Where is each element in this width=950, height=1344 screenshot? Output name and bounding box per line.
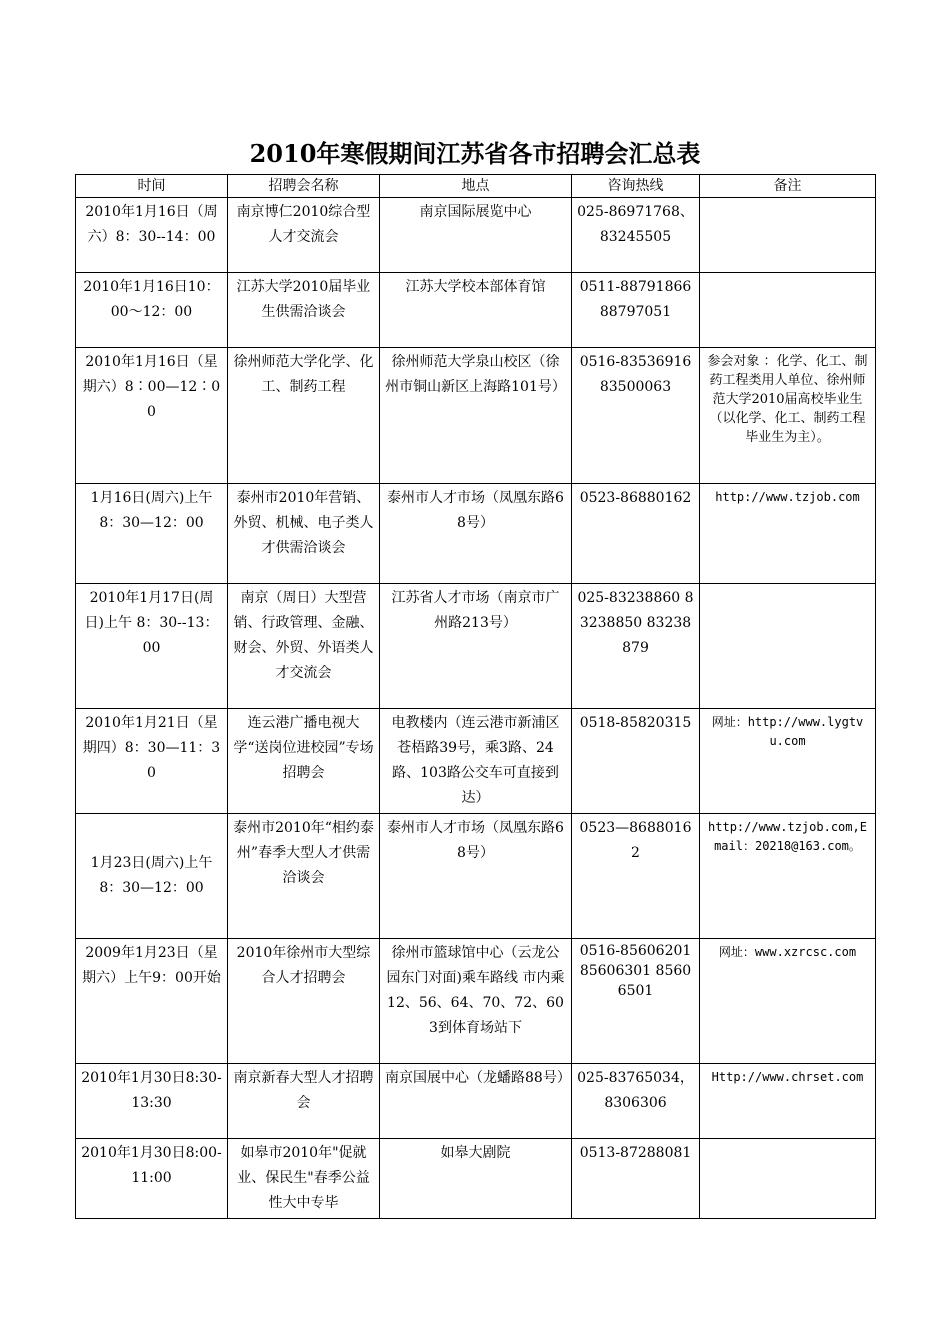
cell-note [700,273,876,348]
cell-place: 徐州师范大学泉山校区（徐州市铜山新区上海路101号） [380,348,572,484]
page-title: 2010年寒假期间江苏省各市招聘会汇总表 [249,139,701,168]
cell-name: 南京博仁2010综合型人才交流会 [228,198,380,273]
header-place: 地点 [380,175,572,198]
website-link[interactable]: 网址：www.xzrcsc.com [718,945,857,959]
table-row [76,584,876,709]
cell-place: 泰州市人才市场（凤凰东路68号） [380,814,572,939]
table-row [76,709,876,814]
website-link[interactable]: 网址：http://www.lygtvu.com [711,715,864,748]
cell-time: 1月16日(周六)上午8：30—12：00 [76,484,228,584]
table-row [76,939,876,1064]
cell-time: 2010年1月16日10：00～12：00 [76,273,228,348]
cell-time: 2010年1月16日（周六）8：30--14：00 [76,198,228,273]
cell-phone: 0523-86880162 [572,484,700,584]
website-link[interactable]: http://www.tzjob.com [715,490,860,504]
cell-note [700,584,876,709]
cell-name: 泰州市2010年营销、外贸、机械、电子类人才供需洽谈会 [228,484,380,584]
website-link[interactable]: Http://www.chrset.com [711,1070,864,1084]
cell-phone: 025-83765034，8306306 [572,1064,700,1139]
table-row [76,1139,876,1219]
job-fair-table [75,174,876,1219]
cell-note [700,198,876,273]
cell-time: 2010年1月30日8:00-11:00 [76,1139,228,1219]
cell-name: 2010年徐州市大型综合人才招聘会 [228,939,380,1064]
cell-note [700,1064,876,1139]
cell-phone: 0523—86880162 [572,814,700,939]
header-name: 招聘会名称 [228,175,380,198]
header-phone: 咨询热线 [572,175,700,198]
table-row [76,198,876,273]
cell-phone: 0511-8879186688797051 [572,273,700,348]
table-row [76,814,876,939]
cell-place: 如皋大剧院 [380,1139,572,1219]
cell-phone: 0516-8353691683500063 [572,348,700,484]
table-row [76,348,876,484]
cell-phone: 025-86971768、83245505 [572,198,700,273]
table-row [76,484,876,584]
table-header-row [76,175,876,198]
cell-phone: 0518-85820315 [572,709,700,814]
cell-note: 参会对象 ：化学、化工、制药工程类用人单位、徐州师范大学2010届高校毕业生（以化学、化工、制药工程毕业生为主）。 [700,348,876,484]
cell-name: 江苏大学2010届毕业生供需洽谈会 [228,273,380,348]
cell-name: 南京（周日）大型营销、行政管理、金融、财会、外贸、外语类人才交流会 [228,584,380,709]
cell-time: 2010年1月17日(周日)上午 8：30--13：00 [76,584,228,709]
cell-place: 泰州市人才市场（凤凰东路68号） [380,484,572,584]
cell-place: 南京国际展览中心 [380,198,572,273]
cell-phone: 0516-85606201 85606301 85606501 [572,939,700,1064]
cell-place: 徐州市篮球馆中心（云龙公园东门对面)乘车路线 市内乘12、56、64、70、72、603到体育场站下 [380,939,572,1064]
cell-name: 南京新春大型人才招聘会 [228,1064,380,1139]
cell-time: 2010年1月30日8:30-13:30 [76,1064,228,1139]
cell-name: 泰州市2010年“相约泰州”春季大型人才供需洽谈会 [228,814,380,939]
cell-note [700,484,876,584]
cell-place: 南京国展中心（龙蟠路88号） [380,1064,572,1139]
header-note: 备注 [700,175,876,198]
cell-name: 徐州师范大学化学、化工、制药工程 [228,348,380,484]
cell-note [700,939,876,1064]
cell-time: 2009年1月23日（星期六）上午9：00开始 [76,939,228,1064]
cell-name: 连云港广播电视大学“送岗位进校园”专场招聘会 [228,709,380,814]
table-row [76,273,876,348]
table-row [76,1064,876,1139]
cell-phone: 025-83238860 83238850 83238879 [572,584,700,709]
cell-time: 2010年1月16日（星期六）8∶00—12∶00 [76,348,228,484]
header-time: 时间 [76,175,228,198]
cell-place: 江苏大学校本部体育馆 [380,273,572,348]
cell-note [700,814,876,939]
website-link[interactable]: http://www.tzjob.com,Email：20218@163.com。 [708,820,867,853]
cell-place: 电教楼内（连云港市新浦区苍梧路39号，乘3路、24路、103路公交车可直接到达） [380,709,572,814]
cell-note [700,1139,876,1219]
cell-note [700,709,876,814]
cell-place: 江苏省人才市场（南京市广州路213号） [380,584,572,709]
cell-phone: 0513-87288081 [572,1139,700,1219]
cell-time: 2010年1月21日（星期四）8：30—11：30 [76,709,228,814]
cell-time: 1月23日(周六)上午8：30—12：00 [76,814,228,939]
cell-name: 如皋市2010年"促就业、保民生"春季公益性大中专毕 [228,1139,380,1219]
